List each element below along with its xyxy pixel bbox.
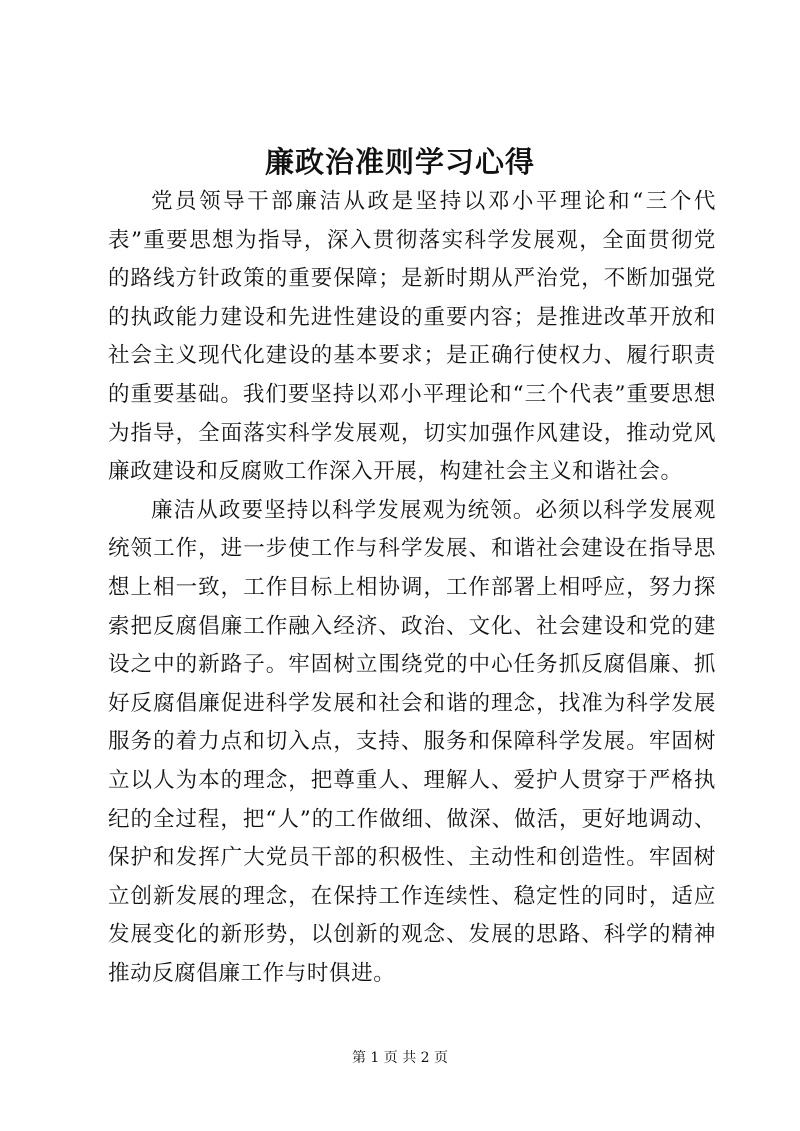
body-paragraph-1: 党员领导干部廉洁从政是坚持以邓小平理论和“三个代表”重要思想为指导，深入贯彻落实科学发展观，全面贯彻党的路线方针政策的重要保障；是新时期从严治党，不断加强党的执政能力建设和先进性建设的重要内容；是推进改革开放和社会主义现代化建设的基本要求；是正确行使权力、履行职责的重要基础。我们要坚持以邓小平理论和“三个代表”重要思想为指导，全面落实科学发展观，切实加强作风建设，推动党风廉政建设和反腐败工作深入开展，构建社会主义和谐社会。 [108,189,716,485]
page-number-footer: 第 1 页 共 2 页 [351,1050,449,1066]
document-body [108,183,716,993]
body-paragraph-2: 廉洁从政要坚持以科学发展观为统领。必须以科学发展观统领工作，进一步使工作与科学发展、和谐社会建设在指导思想上相一致，工作目标上相协调，工作部署上相呼应，努力探索把反腐倡廉工作融入经济、政治、文化、社会建设和党的建设之中的新路子。牢固树立围绕党的中心任务抓反腐倡廉、抓好反腐倡廉促进科学发展和社会和谐的理念，找准为科学发展服务的着力点和切入点，支持、服务和保障科学发展。牢固树立以人为本的理念，把尊重人、理解人、爱护人贯穿于严格执纪的全过程，把“人”的工作做细、做深、做活，更好地调动、保护和发挥广大党员干部的积极性、主动性和创造性。牢固树立创新发展的理念，在保持工作连续性、稳定性的同时，适应发展变化的新形势，以创新的观念、发展的思路、科学的精神推动反腐倡廉工作与时俱进。 [108,497,716,986]
page-title: 廉政治准则学习心得 [264,145,535,179]
